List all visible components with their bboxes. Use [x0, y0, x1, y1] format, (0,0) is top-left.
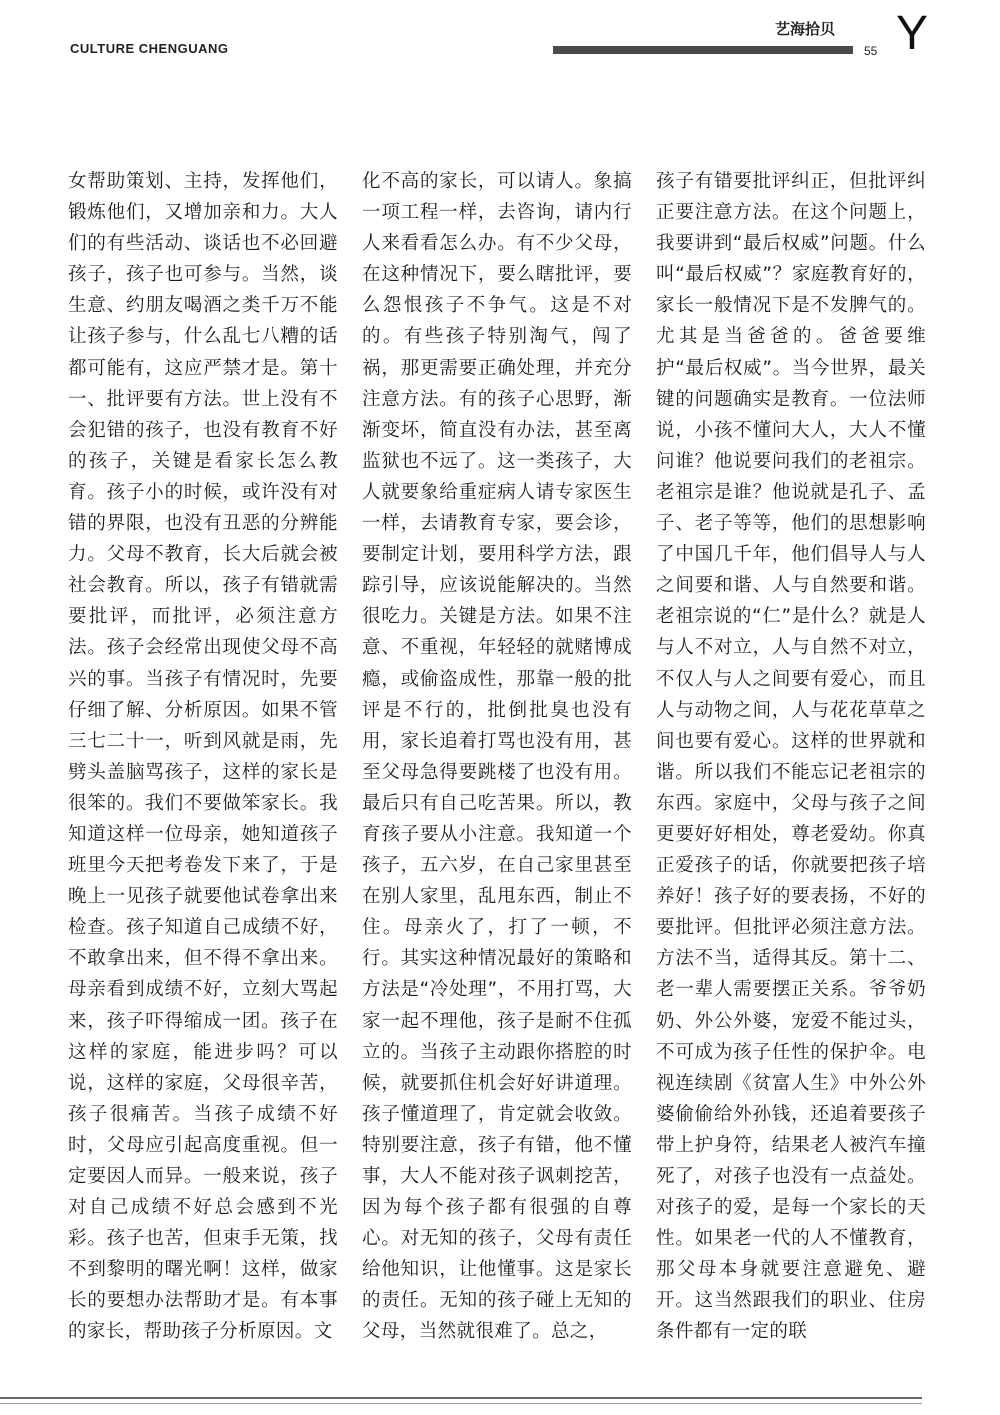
section-title: 艺海拾贝 — [775, 20, 836, 38]
text-column-2: 化不高的家长，可以请人。象搞一项工程一样，去咨询，请内行人来看看怎么办。有不少父母，在这种情况下，要么瞎批评，要么怨恨孩子不争气。这是不对的。有些孩子特别淘气，闯了祸，那更需要正确处理，并充分注意方法。有的孩子心思野，渐渐变坏，简直没有办法，甚至离监狱也不远了。这一类孩子，大人就要象给重症病人请专家医生一样，去请教育专家，要会诊，要制定计划，要用科学方法，跟踪引导，应该说能解决的。当然很吃力。关键是方法。如果不注意、不重视，年轻轻的就赌博成瘾，或偷盗成性，那靠一般的批评是不行的，批倒批臭也没有用，家长追着打骂也没有用，甚至父母急得要跳楼了也没有用。最后只有自己吃苦果。所以，教育孩子要从小注意。我知道一个孩子，五六岁，在自己家里甚至在别人家里，乱甩东西，制止不住。母亲火了，打了一顿，不行。其实这种情况最好的策略和方法是“冷处理”，不用打骂，大家一起不理他，孩子是耐不住孤立的。当孩子主动跟你搭腔的时候，就要抓住机会好好讲道理。孩子懂道理了，肯定就会收敛。特别要注意，孩子有错，他不懂事，大人不能对孩子讽刺挖苦，因为每个孩子都有很强的自尊心。对无知的孩子，父母有责任给他知识，让他懂事。这是家长的责任。无知的孩子碰上无知的父母，当然就很难了。总之， — [362, 171, 632, 1343]
text-column-1: 女帮助策划、主持，发挥他们，锻炼他们，又增加亲和力。大人们的有些活动、谈话也不必回避孩子，孩子也可参与。当然，谈生意、约朋友喝酒之类千万不能让孩子参与，什么乱七八糟的话都可能有，这应严禁才是。第十一、批评要有方法。世上没有不会犯错的孩子，也没有教育不好的孩子，关键是看家长怎么教育。孩子小的时候，或许没有对错的界限，也没有丑恶的分辨能力。父母不教育，长大后就会被社会教育。所以，孩子有错就需要批评，而批评，必须注意方法。孩子会经常出现使父母不高兴的事。当孩子有情况时，先要仔细了解、分析原因。如果不管三七二十一，听到风就是雨，先劈头盖脑骂孩子，这样的家长是很笨的。我们不要做笨家长。我知道这样一位母亲，她知道孩子班里今天把考卷发下来了，于是晚上一见孩子就要他试卷拿出来检查。孩子知道自己成绩不好，不敢拿出来，但不得不拿出来。母亲看到成绩不好，立刻大骂起来，孩子吓得缩成一团。孩子在这样的家庭，能进步吗？可以说，这样的家庭，父母很辛苦，孩子很痛苦。当孩子成绩不好时，父母应引起高度重视。但一定要因人而异。一般来说，孩子对自己成绩不好总会感到不光彩。孩子也苦，但束手无策，找不到黎明的曙光啊！这样，做家长的要想办法帮助才是。有本事的家长，帮助孩子分析原因。文 — [68, 171, 338, 1343]
footer-rule-thin — [0, 1403, 922, 1404]
footer-rule — [0, 1397, 922, 1399]
magazine-name: CULTURE CHENGUANG — [70, 41, 229, 56]
section-letter: Y — [896, 7, 929, 60]
page-number: 55 — [864, 44, 878, 58]
text-column-3: 孩子有错要批评纠正，但批评纠正要注意方法。在这个问题上，我要讲到“最后权威”问题。什么叫“最后权威”？家庭教育好的，家长一般情况下是不发脾气的。尤其是当爸爸的。爸爸要维护“最后权威”。当今世界，最关键的问题确实是教育。一位法师说，小孩不懂问大人，大人不懂问谁？他说要问我们的老祖宗。老祖宗是谁？他说就是孔子、孟子、老子等等，他们的思想影响了中国几千年，他们倡导人与人之间要和谐、人与自然要和谐。老祖宗说的“仁”是什么？就是人与人不对立，人与自然不对立，不仅人与人之间要有爱心，而且人与动物之间，人与花花草草之间也要有爱心。这样的世界就和谐。所以我们不能忘记老祖宗的东西。家庭中，父母与孩子之间更要好好相处，尊老爱幼。你真正爱孩子的话，你就要把孩子培养好！孩子好的要表扬，不好的要批评。但批评必须注意方法。方法不当，适得其反。第十二、老一辈人需要摆正关系。爷爷奶奶、外公外婆，宠爱不能过头，不可成为孩子任性的保护伞。电视连续剧《贫富人生》中外公外婆偷偷给外孙钱，还追着要孩子带上护身符，结果老人被汽车撞死了，对孩子也没有一点益处。对孩子的爱，是每一个家长的天性。如果老一代的人不懂教育，那父母本身就要注意避免、避开。这当然跟我们的职业、住房条件都有一定的联 — [656, 171, 926, 1343]
header-bar — [553, 46, 853, 54]
